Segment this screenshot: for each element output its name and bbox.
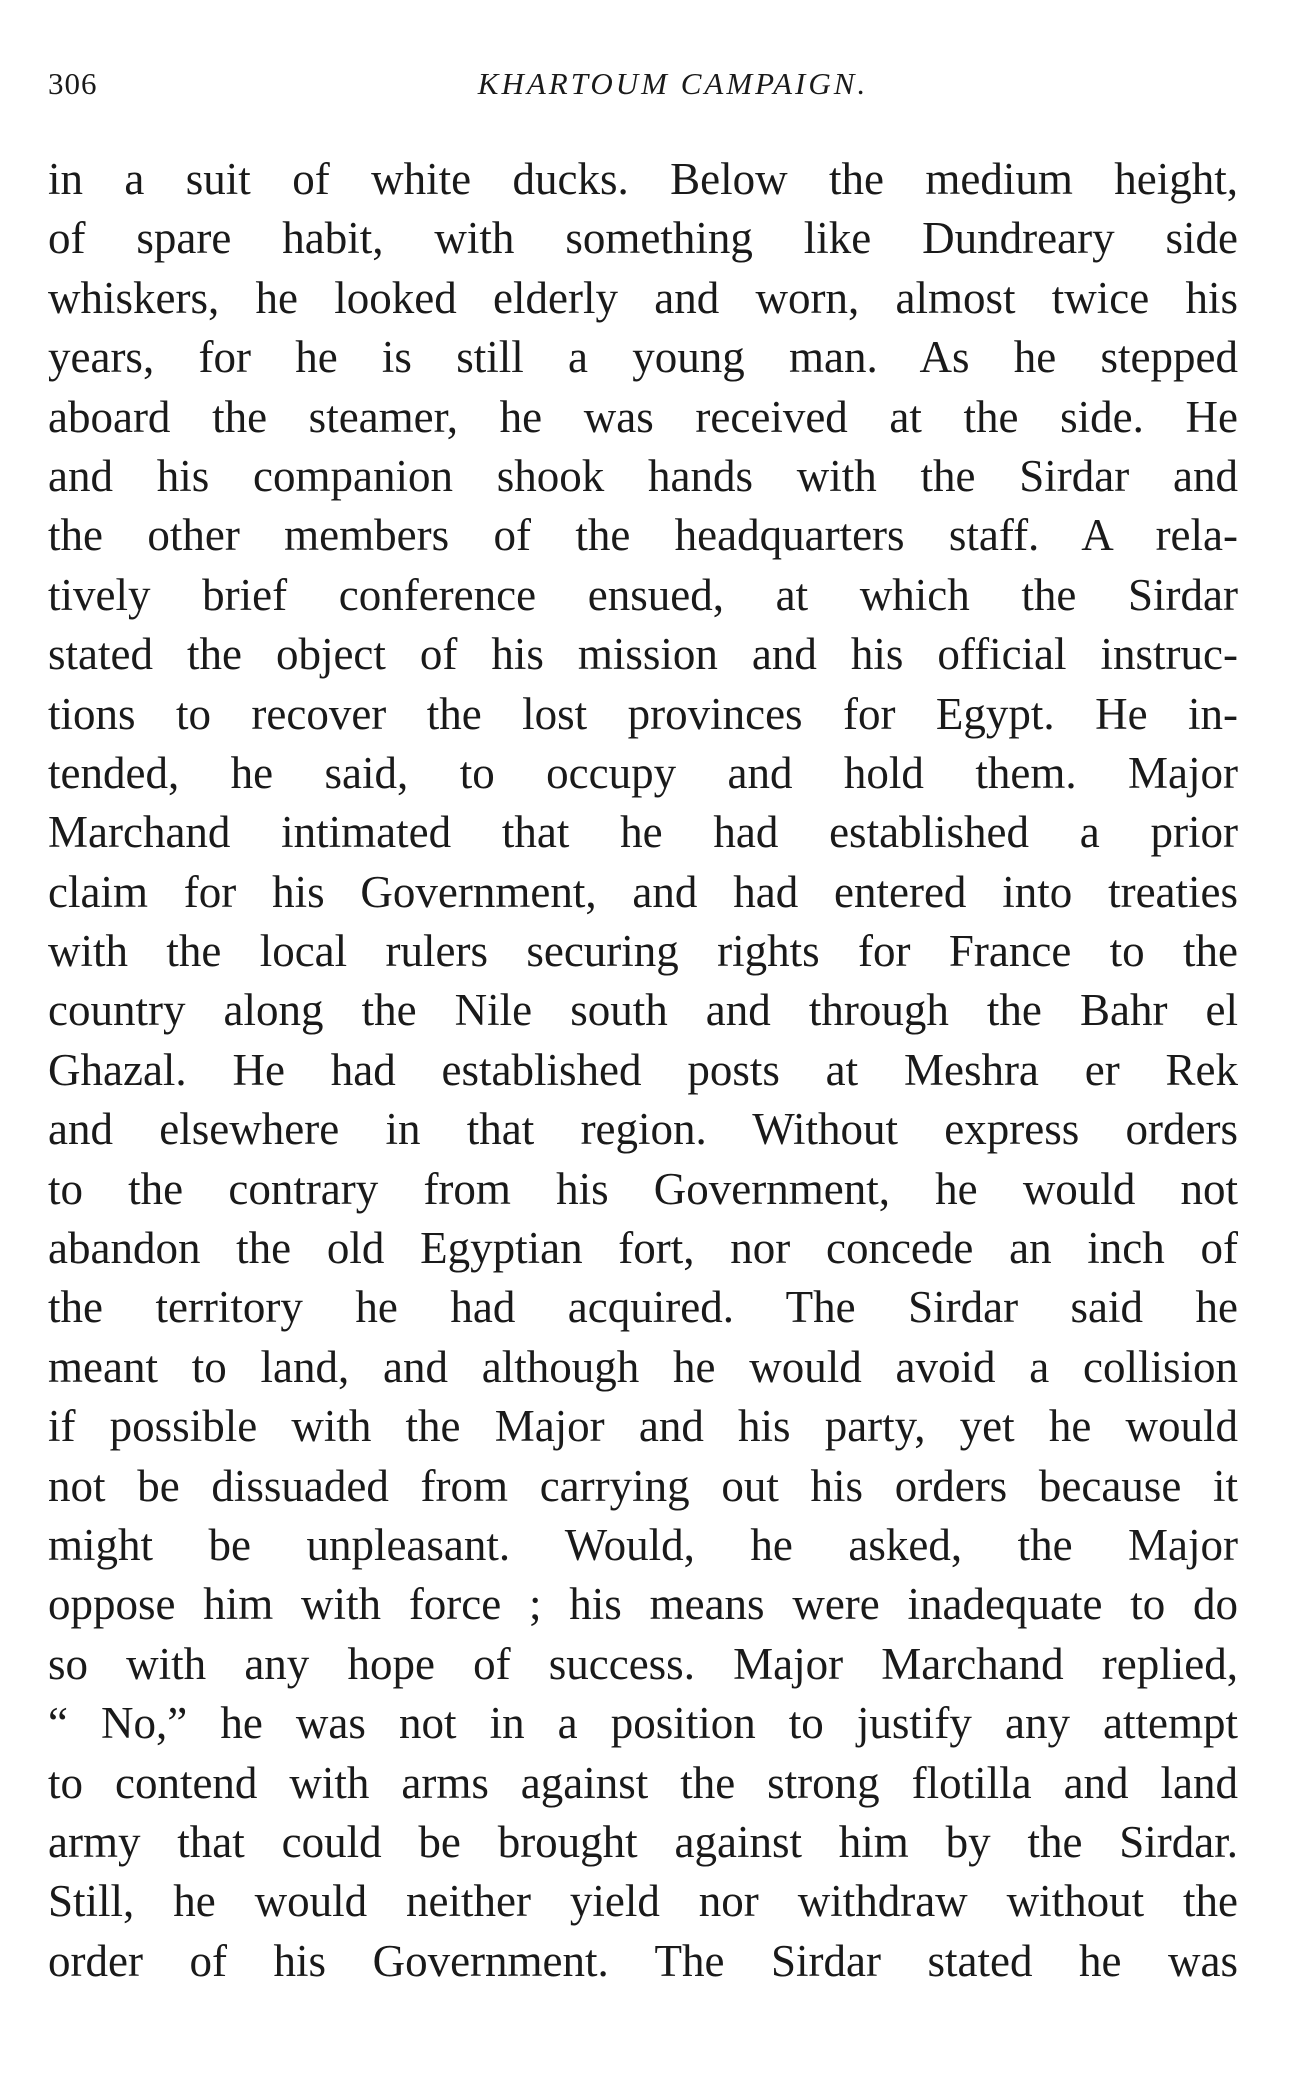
text-line: Ghazal. He had established posts at Meshra er Rek xyxy=(48,1044,1238,1095)
text-line: oppose him with force ; his means were inadequate to do xyxy=(48,1579,1238,1630)
text-line: country along the Nile south and through the Bahr el xyxy=(48,985,1238,1036)
text-line: whiskers, he looked elderly and worn, almost twice his xyxy=(48,272,1238,323)
text-line: abandon the old Egyptian fort, nor concede an inch of xyxy=(48,1223,1238,1274)
text-line: to contend with arms against the strong flotilla and land xyxy=(48,1757,1238,1808)
text-line: order of his Government. The Sirdar stated he was xyxy=(48,1935,1238,1986)
running-title: KHARTOUM CAMPAIGN. xyxy=(477,66,869,101)
text-line: so with any hope of success. Major Marchand replied, xyxy=(48,1638,1238,1689)
text-line: years, for he is still a young man. As he stepped xyxy=(48,332,1238,383)
text-line: the territory he had acquired. The Sirdar said he xyxy=(48,1282,1238,1333)
text-line: and his companion shook hands with the Sirdar and xyxy=(48,450,1238,501)
body-text xyxy=(48,150,1238,1991)
text-line: in a suit of white ducks. Below the medium height, xyxy=(48,154,1238,204)
text-line: not be dissuaded from carrying out his orders because it xyxy=(48,1460,1238,1511)
text-line: if possible with the Major and his party, yet he would xyxy=(48,1401,1238,1452)
text-line: tively brief conference ensued, at which the Sirdar xyxy=(48,569,1238,620)
text-line: tions to recover the lost provinces for Egypt. He in- xyxy=(48,688,1238,739)
text-line: to the contrary from his Government, he would not xyxy=(48,1163,1238,1214)
text-line: Still, he would neither yield nor withdraw without the xyxy=(48,1876,1238,1927)
text-line: stated the object of his mission and his official instruc- xyxy=(48,629,1238,680)
text-line: Marchand intimated that he had established a prior xyxy=(48,807,1238,858)
text-line: “ No,” he was not in a position to justify any attempt xyxy=(48,1698,1238,1749)
text-line: might be unpleasant. Would, he asked, the Major xyxy=(48,1519,1238,1570)
page-header xyxy=(48,66,1238,116)
text-line: army that could be brought against him by the Sirdar. xyxy=(48,1816,1238,1867)
text-line: with the local rulers securing rights for France to the xyxy=(48,926,1238,977)
text-line: tended, he said, to occupy and hold them. Major xyxy=(48,747,1238,798)
text-line: and elsewhere in that region. Without express orders xyxy=(48,1104,1238,1155)
text-line: meant to land, and although he would avoid a collision xyxy=(48,1341,1238,1392)
text-line: aboard the steamer, he was received at the side. He xyxy=(48,391,1238,442)
text-line: the other members of the headquarters staff. A rela- xyxy=(48,510,1238,561)
text-line: claim for his Government, and had entered into treaties xyxy=(48,866,1238,917)
page-number: 306 xyxy=(48,66,98,101)
text-line: of spare habit, with something like Dundreary side xyxy=(48,213,1238,264)
